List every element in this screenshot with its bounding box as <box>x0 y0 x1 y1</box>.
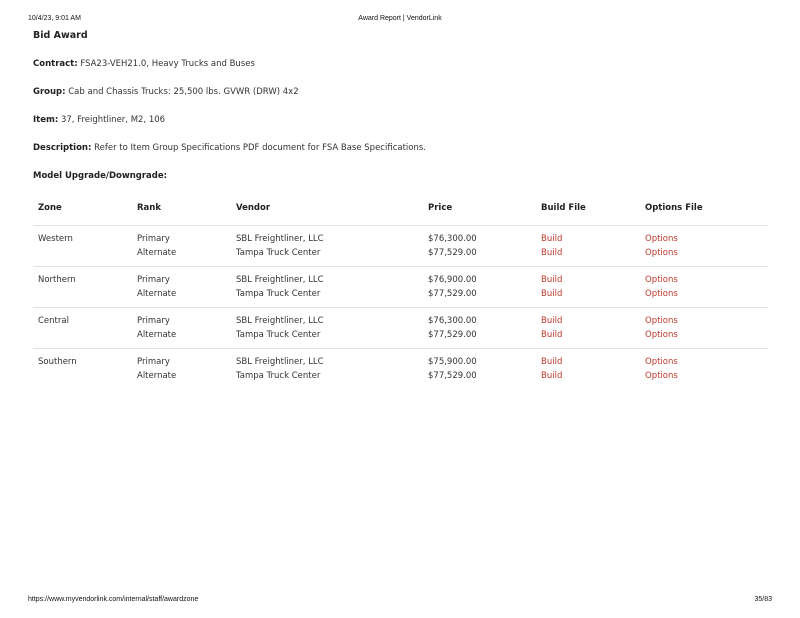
vendor-primary: SBL Freightliner, LLC <box>236 275 324 285</box>
group-label: Group: <box>33 87 66 97</box>
group-value: Cab and Chassis Trucks: 25,500 lbs. GVWR (DRW) 4x2 <box>65 87 299 97</box>
rank-primary: Primary <box>137 316 170 326</box>
build-link-alternate[interactable]: Build <box>541 330 563 340</box>
header-options-file: Options File <box>640 203 768 226</box>
build-link-primary[interactable]: Build <box>541 357 563 367</box>
rank-cell <box>132 308 231 349</box>
price-cell <box>423 349 536 390</box>
rank-alternate: Alternate <box>137 371 177 381</box>
options-link-primary[interactable]: Options <box>645 316 678 326</box>
print-page-number: 35/83 <box>754 596 772 603</box>
model-upgrade-label: Model Upgrade/Downgrade: <box>33 171 168 181</box>
options-cell <box>640 267 768 308</box>
vendor-primary: SBL Freightliner, LLC <box>236 316 324 326</box>
zone-name: Central <box>38 316 69 326</box>
options-cell <box>640 349 768 390</box>
description-label: Description: <box>33 143 92 153</box>
price-cell <box>423 226 536 267</box>
build-link-alternate[interactable]: Build <box>541 371 563 381</box>
print-url: https://www.myvendorlink.com/internal/staff/awardzone <box>28 596 199 603</box>
build-cell <box>536 349 640 390</box>
print-datetime: 10/4/23, 9:01 AM <box>28 15 81 22</box>
print-header <box>28 15 772 25</box>
rank-primary: Primary <box>137 275 170 285</box>
options-link-alternate[interactable]: Options <box>645 371 678 381</box>
price-cell <box>423 308 536 349</box>
rank-cell <box>132 349 231 390</box>
zone-name: Southern <box>38 357 77 367</box>
model-upgrade-field <box>33 170 768 182</box>
award-table <box>33 203 768 389</box>
build-cell <box>536 267 640 308</box>
options-cell <box>640 226 768 267</box>
rank-alternate: Alternate <box>137 330 177 340</box>
zone-name: Northern <box>38 275 76 285</box>
group-field <box>33 86 768 98</box>
price-primary: $75,900.00 <box>428 357 477 367</box>
price-alternate: $77,529.00 <box>428 289 477 299</box>
description-value: Refer to Item Group Specifications PDF document for FSA Base Specifications. <box>91 143 426 153</box>
vendor-cell <box>231 267 423 308</box>
build-link-primary[interactable]: Build <box>541 234 563 244</box>
page-title: Bid Award <box>33 30 88 41</box>
header-zone: Zone <box>33 203 132 226</box>
print-footer <box>28 596 772 606</box>
header-rank: Rank <box>132 203 231 226</box>
build-cell <box>536 226 640 267</box>
build-link-alternate[interactable]: Build <box>541 289 563 299</box>
table-header-row <box>33 203 768 226</box>
contract-label: Contract: <box>33 59 78 69</box>
award-details <box>33 30 768 182</box>
rank-cell <box>132 226 231 267</box>
table-row-southern <box>33 349 768 390</box>
rank-primary: Primary <box>137 234 170 244</box>
build-link-alternate[interactable]: Build <box>541 248 563 258</box>
item-field <box>33 114 768 126</box>
vendor-alternate: Tampa Truck Center <box>236 371 321 381</box>
item-value: 37, Freightliner, M2, 106 <box>58 115 166 125</box>
options-link-primary[interactable]: Options <box>645 275 678 285</box>
contract-value: FSA23-VEH21.0, Heavy Trucks and Buses <box>77 59 255 69</box>
price-alternate: $77,529.00 <box>428 330 477 340</box>
contract-field <box>33 58 768 70</box>
table-row-central <box>33 308 768 349</box>
price-primary: $76,300.00 <box>428 316 477 326</box>
description-field <box>33 142 768 154</box>
zone-cell <box>33 226 132 267</box>
price-cell <box>423 267 536 308</box>
rank-alternate: Alternate <box>137 248 177 258</box>
zone-name: Western <box>38 234 73 244</box>
price-primary: $76,900.00 <box>428 275 477 285</box>
vendor-primary: SBL Freightliner, LLC <box>236 234 324 244</box>
options-link-alternate[interactable]: Options <box>645 248 678 258</box>
vendor-primary: SBL Freightliner, LLC <box>236 357 324 367</box>
build-link-primary[interactable]: Build <box>541 316 563 326</box>
options-cell <box>640 308 768 349</box>
header-price: Price <box>423 203 536 226</box>
vendor-alternate: Tampa Truck Center <box>236 248 321 258</box>
price-alternate: $77,529.00 <box>428 248 477 258</box>
vendor-cell <box>231 226 423 267</box>
options-link-primary[interactable]: Options <box>645 234 678 244</box>
vendor-cell <box>231 349 423 390</box>
rank-primary: Primary <box>137 357 170 367</box>
zone-cell <box>33 349 132 390</box>
header-vendor: Vendor <box>231 203 423 226</box>
options-link-alternate[interactable]: Options <box>645 289 678 299</box>
print-title: Award Report | VendorLink <box>358 15 442 22</box>
build-link-primary[interactable]: Build <box>541 275 563 285</box>
vendor-alternate: Tampa Truck Center <box>236 289 321 299</box>
options-link-primary[interactable]: Options <box>645 357 678 367</box>
price-alternate: $77,529.00 <box>428 371 477 381</box>
build-cell <box>536 308 640 349</box>
zone-cell <box>33 267 132 308</box>
zone-cell <box>33 308 132 349</box>
vendor-alternate: Tampa Truck Center <box>236 330 321 340</box>
vendor-cell <box>231 308 423 349</box>
rank-cell <box>132 267 231 308</box>
options-link-alternate[interactable]: Options <box>645 330 678 340</box>
table-row-western <box>33 226 768 267</box>
table-row-northern <box>33 267 768 308</box>
item-label: Item: <box>33 115 59 125</box>
price-primary: $76,300.00 <box>428 234 477 244</box>
header-build-file: Build File <box>536 203 640 226</box>
rank-alternate: Alternate <box>137 289 177 299</box>
